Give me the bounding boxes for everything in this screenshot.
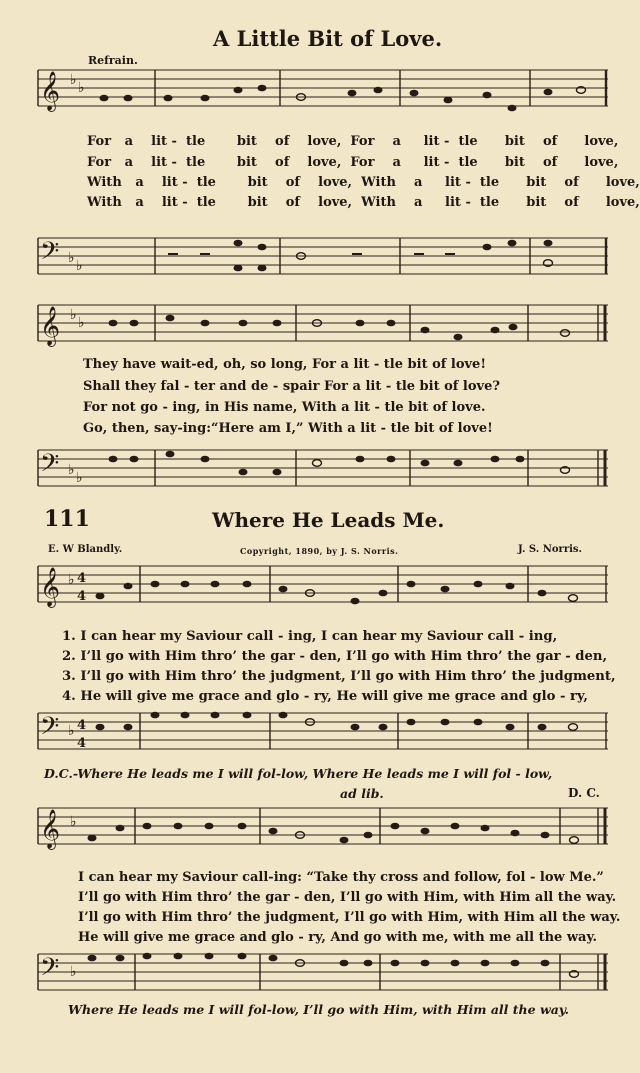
hymn1-lyric-a-2: For a lit - tle bit of love, For a lit - tle bit of love, (87, 155, 619, 170)
flat-icon: ♭ (68, 723, 75, 739)
hymn1-treble-staff-2 (0, 295, 640, 365)
treble-clef-icon: 𝄞 (40, 71, 61, 111)
bass-clef-icon: 𝄢 (40, 237, 60, 272)
hymn2-lyric-b-2: I’ll go with Him thro’ the gar - den, I’ll go with Him, with Him all the way. (78, 890, 617, 905)
time-signature: 4 (77, 718, 87, 733)
flat-icon: ♭ (76, 470, 83, 486)
time-signature: 4 (77, 589, 87, 604)
hymn2-ad-lib: ad lib. (340, 786, 384, 801)
hymn2-copyright: Copyright, 1890, by J. S. Norris. (240, 546, 399, 556)
hymn2-lyric-a-3: 3. I’ll go with Him thro’ the judgment, I’ll go with Him thro’ the judgment, (62, 669, 616, 684)
treble-clef-icon: 𝄞 (40, 567, 61, 607)
hymn2-lyric-a-1: 1. I can hear my Saviour call - ing, I can hear my Saviour call - ing, (62, 629, 558, 644)
hymn2-author: E. W Blandly. (48, 544, 123, 555)
flat-icon: ♭ (68, 572, 75, 588)
flat-icon: ♭ (78, 80, 85, 96)
flat-icon: ♭ (70, 814, 77, 830)
hymn2-treble-staff-2 (0, 798, 640, 868)
treble-clef-icon: 𝄞 (40, 306, 61, 346)
refrain-label: Refrain. (88, 54, 138, 67)
hymn2-title: Where He Leads Me. (212, 508, 445, 532)
bass-clef-icon: 𝄢 (40, 953, 60, 988)
hymn1-lyric-a-3: With a lit - tle bit of love, With a lit - tle bit of love, (87, 175, 640, 190)
hymn1-title: A Little Bit of Love. (213, 26, 443, 51)
flat-icon: ♭ (68, 250, 75, 266)
flat-icon: ♭ (76, 258, 83, 274)
hymn1-bass-staff-2 (0, 440, 640, 510)
hymn1-treble-staff-1 (0, 60, 640, 130)
flat-icon: ♭ (68, 462, 75, 478)
flat-icon: ♭ (70, 307, 77, 323)
flat-icon: ♭ (70, 964, 77, 980)
hymn2-dc-line: D.C.-Where He leads me I will fol-low, Where He leads me I will fol - low, (44, 766, 553, 781)
flat-icon: ♭ (70, 72, 77, 88)
hymn1-lyric-b-3: For not go - ing, in His name, With a lit - tle bit of love. (83, 400, 486, 415)
bass-clef-icon: 𝄢 (40, 712, 60, 747)
hymn2-treble-staff-1 (0, 556, 640, 626)
hymn2-lyric-a-2: 2. I’ll go with Him thro’ the gar - den, I’ll go with Him thro’ the gar - den, (62, 649, 608, 664)
hymn1-lyric-b-4: Go, then, say-ing:“Here am I,” With a lit - tle bit of love! (83, 421, 493, 436)
hymn2-lyric-b-1: I can hear my Saviour call-ing: “Take thy cross and follow, fol - low Me.” (78, 870, 604, 885)
time-signature: 4 (77, 571, 87, 586)
time-signature: 4 (77, 736, 87, 751)
hymn2-bass-staff-2 (0, 944, 640, 1004)
hymn1-lyric-b-1: They have wait-ed, oh, so long, For a lit - tle bit of love! (83, 357, 487, 372)
flat-icon: ♭ (78, 315, 85, 331)
hymn2-composer: J. S. Norris. (518, 544, 583, 555)
hymn2-number: 111 (44, 506, 90, 532)
hymn2-dc-mark: D. C. (568, 786, 600, 800)
hymn1-lyric-a-1: For a lit - tle bit of love, For a lit - tle bit of love, (87, 134, 619, 149)
treble-clef-icon: 𝄞 (40, 809, 61, 849)
hymn2-bass-staff-1 (0, 703, 640, 767)
bass-clef-icon: 𝄢 (40, 449, 60, 484)
hymn2-lyric-b-3: I’ll go with Him thro’ the judgment, I’ll go with Him, with Him all the way. (78, 910, 621, 925)
rest-marks (0, 246, 640, 266)
hymn2-footer-line: Where He leads me I will fol-low, I’ll go with Him, with Him all the way. (68, 1002, 569, 1017)
hymn2-lyric-a-4: 4. He will give me grace and glo - ry, He will give me grace and glo - ry, (62, 689, 588, 704)
hymn1-lyric-b-2: Shall they fal - ter and de - spair For a lit - tle bit of love? (83, 379, 500, 394)
hymn1-lyric-a-4: With a lit - tle bit of love, With a lit - tle bit of love, (87, 195, 640, 210)
hymn2-lyric-b-4: He will give me grace and glo - ry, And go with me, with me all the way. (78, 930, 598, 945)
